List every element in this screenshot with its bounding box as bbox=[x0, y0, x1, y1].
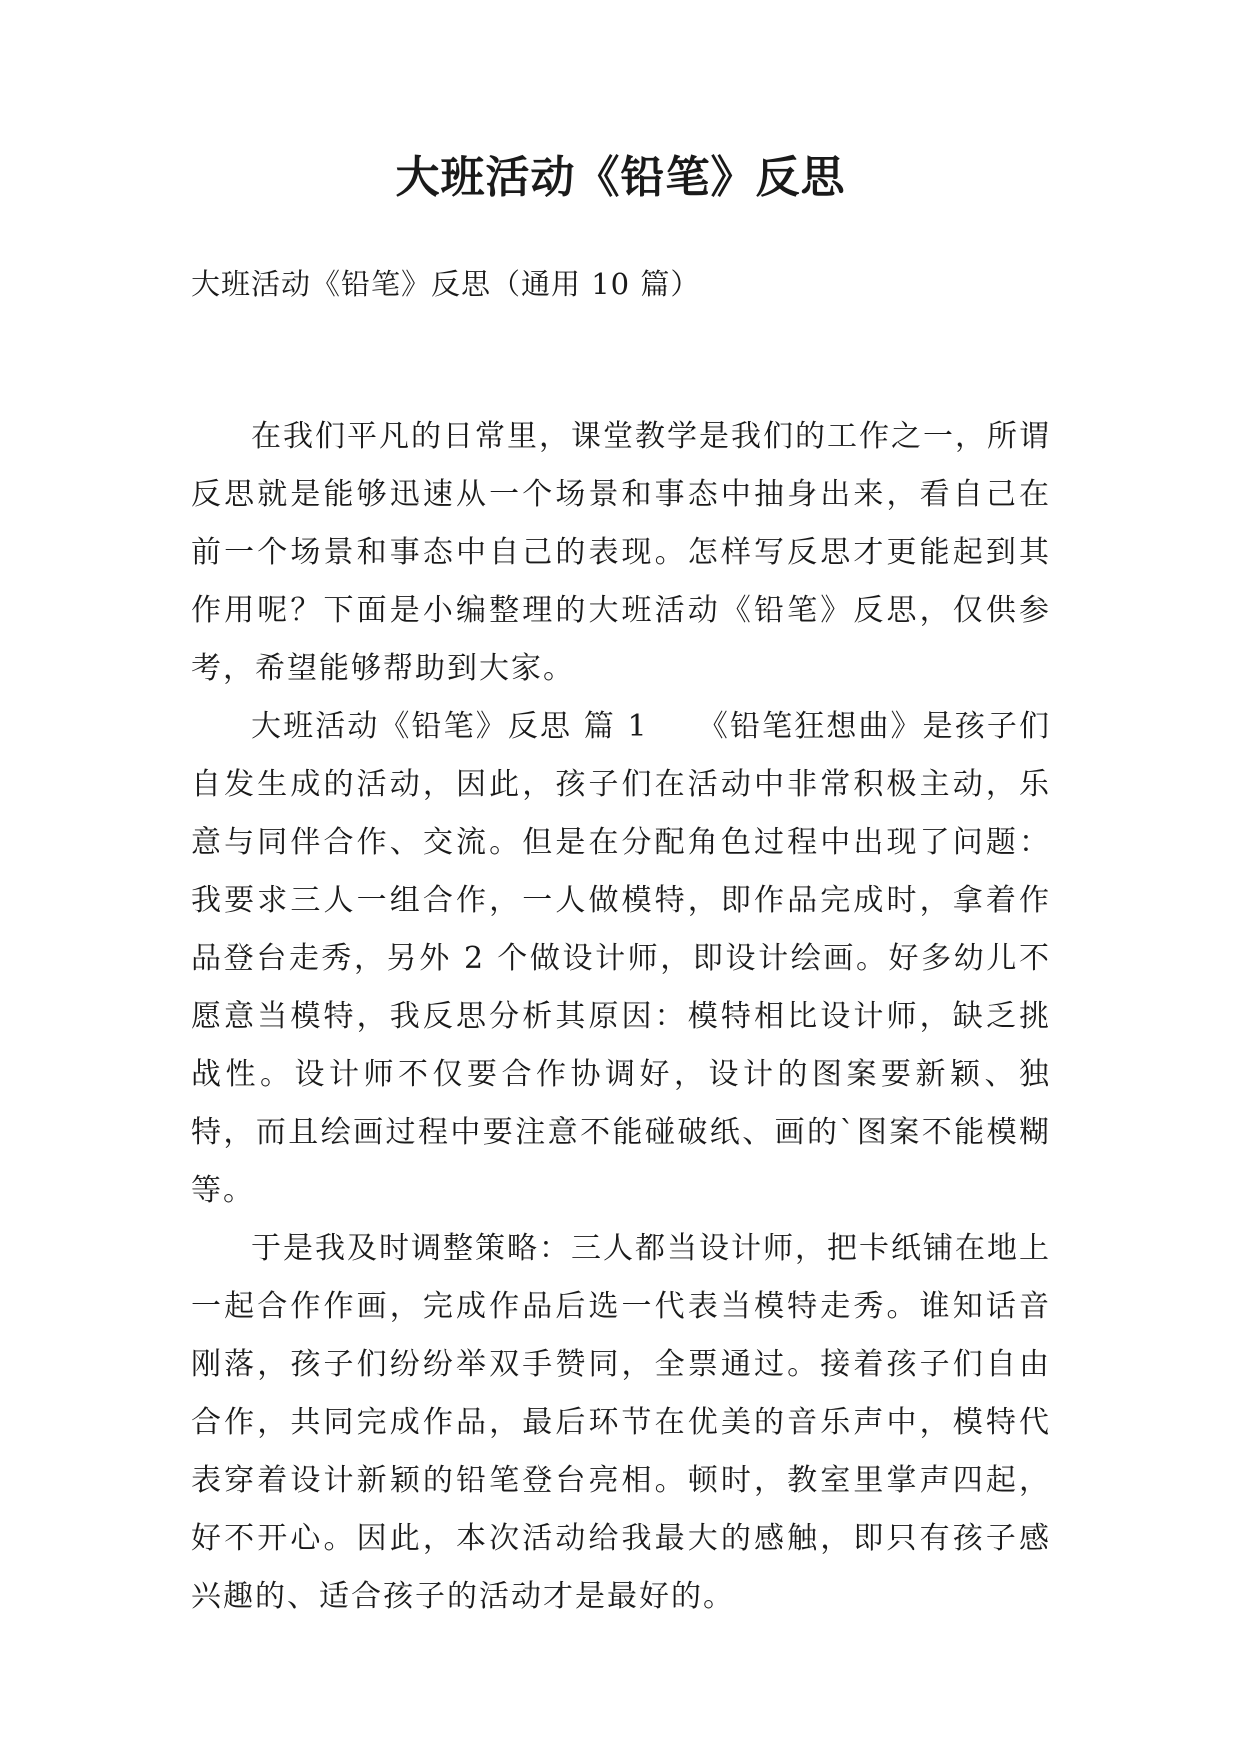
paragraph-intro: 在我们平凡的日常里，课堂教学是我们的工作之一，所谓反思就是能够迅速从一个场景和事态中抽身出来，看自己在前一个场景和事态中自己的表现。怎样写反思才更能起到其作用呢？下面是小编整理的大班活动《铅笔》反思，仅供参考，希望能够帮助到大家。 bbox=[191, 419, 1051, 686]
document-title: 大班活动《铅笔》反思 bbox=[395, 152, 846, 203]
paragraph-part-1-continued: 于是我及时调整策略：三人都当设计师，把卡纸铺在地上一起合作作画，完成作品后选一代表当模特走秀。谁知话音刚落，孩子们纷纷举双手赞同，全票通过。接着孩子们自由合作，共同完成作品，最后环节在优美的音乐声中，模特代表穿着设计新颖的铅笔登台亮相。顿时，教室里掌声四起，好不开心。因此，本次活动给我最大的感触，即只有孩子感兴趣的、适合孩子的活动才是最好的。 bbox=[191, 1231, 1051, 1614]
document-subtitle: 大班活动《铅笔》反思（通用 10 篇） bbox=[191, 267, 701, 301]
document-body bbox=[191, 408, 1051, 1626]
paragraph-part-1: 大班活动《铅笔》反思 篇 1 《铅笔狂想曲》是孩子们自发生成的活动，因此，孩子们在活动中非常积极主动，乐意与同伴合作、交流。但是在分配角色过程中出现了问题：我要求三人一组合作，一人做模特，即作品完成时，拿着作品登台走秀，另外 2 个做设计师，即设计绘画。好多幼儿不愿意当模特，我反思分析其原因：模特相比设计师，缺乏挑战性。设计师不仅要合作协调好，设计的图案要新颖、独特，而且绘画过程中要注意不能碰破纸、画的`图案不能模糊等。 bbox=[191, 709, 1051, 1208]
